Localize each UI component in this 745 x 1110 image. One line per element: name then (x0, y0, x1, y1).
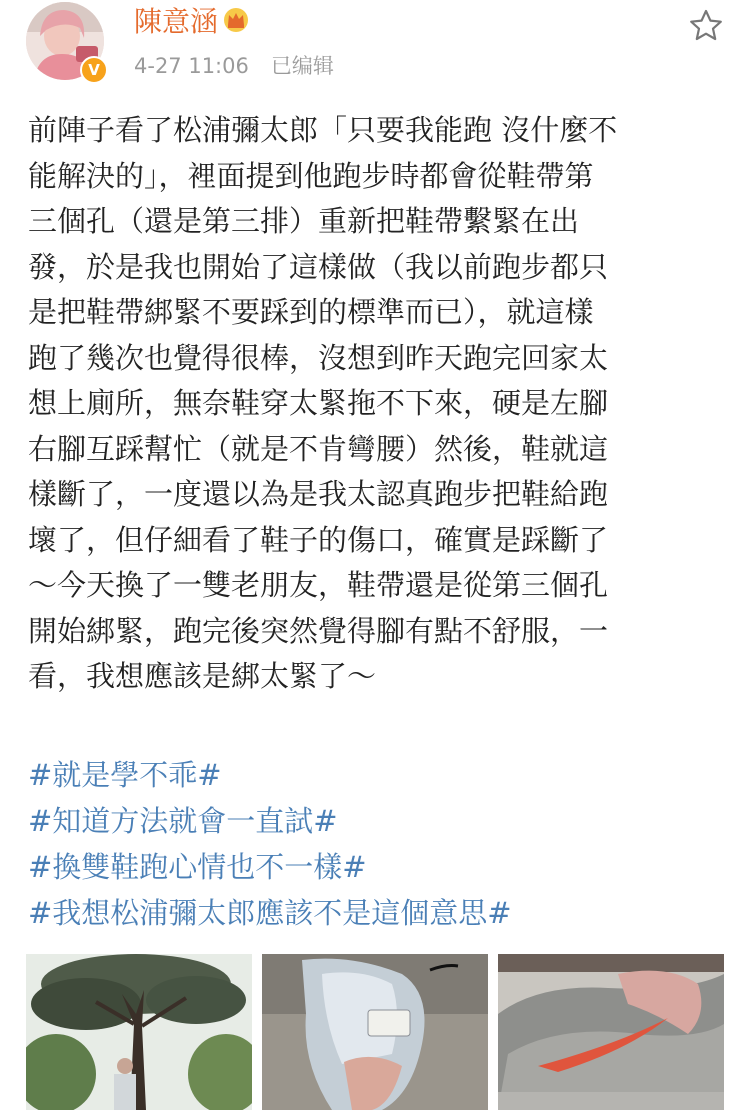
post-line: 跑了幾次也覺得很棒，沒想到昨天跑完回家太 (28, 340, 609, 375)
verified-badge-icon: V (80, 56, 108, 84)
post-text (28, 108, 718, 700)
hashtag-link[interactable]: #換雙鞋跑心情也不一樣# (28, 850, 367, 884)
post-meta (134, 52, 334, 80)
post-line: 發，於是我也開始了這樣做（我以前跑步都只 (28, 249, 609, 284)
username-text[interactable]: 陳意涵 (134, 5, 219, 38)
post-line: 是把鞋帶綁緊不要踩到的標準而已），就這樣 (28, 295, 594, 329)
crown-icon[interactable] (222, 7, 250, 33)
hashtag-link[interactable]: #就是學不乖# (28, 758, 222, 792)
post-line: 壞了，但仔細看了鞋子的傷口，確實是踩斷了 (28, 522, 609, 557)
post-line: 三個孔（還是第三排）重新把鞋帶繫緊在出 (28, 204, 580, 238)
hashtag-list (28, 752, 718, 936)
post-line: 右腳互踩幫忙（就是不肯彎腰）然後，鞋就這 (28, 431, 609, 466)
hashtag-link[interactable]: #我想松浦彌太郎應該不是這個意思# (28, 896, 512, 930)
post-line: 開始綁緊，跑完後突然覺得腳有點不舒服，一 (28, 613, 609, 648)
star-outline-icon[interactable] (688, 8, 724, 44)
post-line: ～今天換了一雙老朋友，鞋帶還是從第三個孔 (28, 568, 609, 602)
photo-grey-nike-shoe[interactable] (498, 954, 724, 1110)
photo-broken-shoe-foot[interactable] (262, 954, 488, 1110)
post-line: 看，我想應該是綁太緊了～ (28, 659, 377, 693)
edited-label[interactable]: 已编辑 (270, 54, 334, 78)
hashtag-link[interactable]: #知道方法就會一直試# (28, 804, 338, 838)
post-line: 能解決的」，裡面提到他跑步時都會從鞋帶第 (28, 158, 594, 193)
post-timestamp: 4-27 11:06 (134, 54, 249, 78)
photo-tree-runner[interactable] (26, 954, 252, 1110)
username[interactable] (134, 4, 250, 40)
image-grid (26, 954, 724, 1110)
post-header (24, 0, 724, 100)
post-line: 前陣子看了松浦彌太郎「只要我能跑 沒什麼不 (28, 113, 618, 147)
post-content (28, 108, 718, 700)
post-line: 想上廁所，無奈鞋穿太緊拖不下來，硬是左腳 (28, 386, 609, 420)
post-line: 樣斷了，一度還以為是我太認真跑步把鞋給跑 (28, 477, 609, 511)
